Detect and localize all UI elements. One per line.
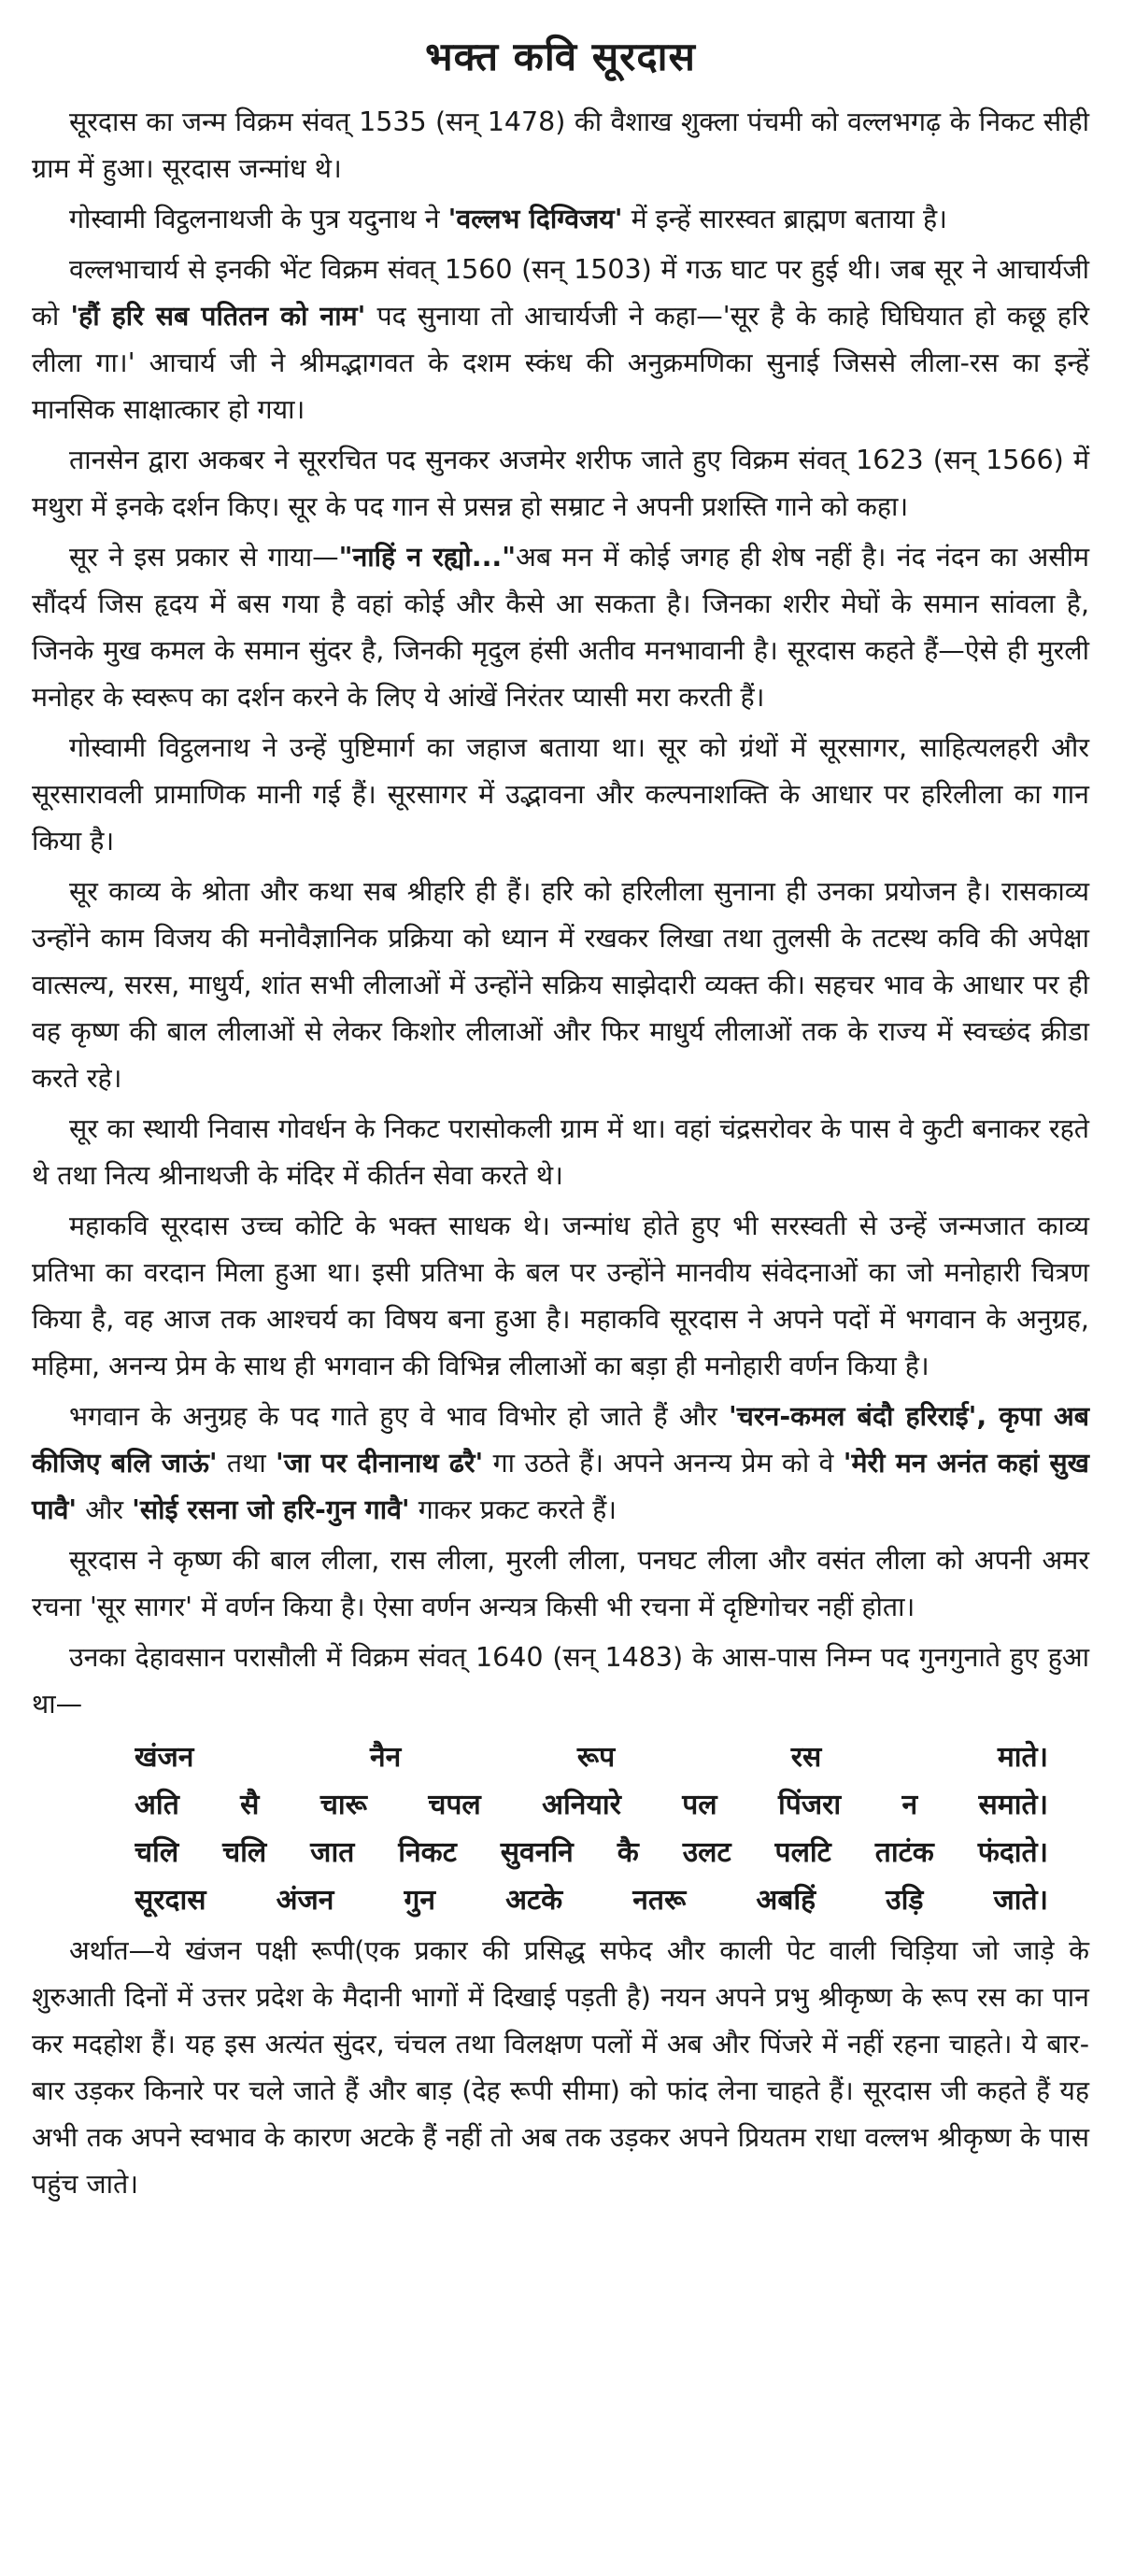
paragraph-text: पद सुनाया तो आचार्यजी ने कहा—'सूर है के काहे घिघियात हो कछू हरि लीला गा।' आचार्य जी ने श्रीमद्भागवत के दशम स्कंध की अनुक्रमणिका सुनाई जिससे लीला-रस का इन्हें मानसिक साक्षात्कार हो गया।: [32, 301, 1089, 425]
paragraph-text: सूर काव्य के श्रोता और कथा सब श्रीहरि ही हैं। हरि को हरिलीला सुनाना ही उनका प्रयोजन है। रासकाव्य उन्होंने काम विजय की मनोवैज्ञानिक प्रक्रिया को ध्यान में रखकर लिखा तथा तुलसी के तटस्थ कवि की अपेक्षा वात्सल्य, सरस, माधुर्य, शांत सभी लीलाओं में उन्होंने सक्रिय साझेदारी व्यक्त की। सहचर भाव के आधार पर ही वह कृष्ण की बाल लीलाओं से लेकर किशोर लीलाओं और फिर माधुर्य लीलाओं तक के राज्य में स्वच्छंद क्रीडा करते रहे।: [32, 876, 1089, 1094]
poem-line: चलि चलि जात निकट सुवननि कै उलट पलटि ताटंक फंदाते।: [135, 1836, 1048, 1869]
paragraph: [32, 534, 1089, 721]
page-title: भक्त कवि सूरदास: [425, 34, 696, 79]
quoted-verse: 'सोई रसना जो हरि-गुन गावै': [132, 1494, 410, 1525]
paragraph-text: भगवान के अनुग्रह के पद गाते हुए वे भाव विभोर हो जाते हैं और: [69, 1401, 730, 1432]
paragraph: [32, 247, 1089, 433]
paragraph-text: सूरदास का जन्म विक्रम संवत् 1535 (सन् 1478) की वैशाख शुक्ला पंचमी को वल्लभगढ़ के निकट सीही ग्राम में हुआ। सूरदास जन्मांध थे।: [32, 106, 1089, 184]
paragraph-text: गोस्वामी विट्ठलनाथ ने उन्हें पुष्टिमार्ग का जहाज बताया था। सूर को ग्रंथों में सूरसागर, साहित्यलहरी और सूरसारावली प्रामाणिक मानी गई हैं। सूरसागर में उद्भावना और कल्पनाशक्ति के आधार पर हरिलीला का गान किया है।: [32, 732, 1089, 856]
paragraph: [32, 1537, 1089, 1631]
quoted-verse: 'चरन-कमल बंदौ हरिराई', कृपा अब कीजिए बलि जाऊं': [32, 1401, 1089, 1479]
paragraph: [32, 869, 1089, 1102]
quoted-verse: 'मेरी मन अनंत कहां सुख पावै': [32, 1448, 1089, 1525]
paragraph: [32, 1635, 1089, 1728]
quoted-verse: 'वल्लभ दिग्विजय': [447, 204, 623, 234]
paragraph: [32, 99, 1089, 192]
paragraph-text: उनका देहावसान परासौली में विक्रम संवत् 1640 (सन् 1483) के आस-पास निम्न पद गुनगुनाते हुए हुआ था—: [32, 1642, 1089, 1720]
article-paragraphs: [32, 99, 1089, 1728]
paragraph-text: सूर का स्थायी निवास गोवर्धन के निकट परासोकली ग्राम में था। वहां चंद्रसरोवर के पास वे कुटी बनाकर रहते थे तथा नित्य श्रीनाथजी के मंदिर में कीर्तन सेवा करते थे।: [32, 1113, 1089, 1191]
paragraph-text: और: [77, 1494, 133, 1525]
paragraph: [32, 725, 1089, 865]
paragraph: [32, 1394, 1089, 1534]
quoted-verse: 'जा पर दीनानाथ ढरै': [276, 1448, 484, 1479]
paragraph: [32, 1106, 1089, 1199]
paragraph-text: अर्थात—ये खंजन पक्षी रूपी(एक प्रकार की प्रसिद्ध सफेद और काली पेट वाली चिड़िया जो जाड़े के शुरुआती दिनों में उत्तर प्रदेश के मैदानी भागों में दिखाई पड़ती है) नयन अपने प्रभु श्रीकृष्ण के रूप रस का पान कर मदहोश हैं। यह इस अत्यंत सुंदर, चंचल तथा विलक्षण पलों में अब और पिंजरे में नहीं रहना चाहते। ये बार-बार उड़कर किनारे पर चले जाते हैं और बाड़ (देह रूपी सीमा) को फांद लेना चाहते हैं। सूरदास जी कहते हैं यह अभी तक अपने स्वभाव के कारण अटके हैं नहीं तो अब तक उड़कर अपने प्रियतम राधा वल्लभ श्रीकृष्ण के पास पहुंच जाते।: [32, 1935, 1089, 2200]
paragraph-text: महाकवि सूरदास उच्च कोटि के भक्त साधक थे। जन्मांध होते हुए भी सरस्वती से उन्हें जन्मजात काव्य प्रतिभा का वरदान मिला हुआ था। इसी प्रतिभा के बल पर उन्होंने मानवीय संवेदनाओं का जो मनोहारी चित्रण किया है, वह आज तक आश्चर्य का विषय बना हुआ है। महाकवि सूरदास ने अपने पदों में भगवान के अनुग्रह, महिमा, अनन्य प्रेम के साथ ही भगवान की विभिन्न लीलाओं का बड़ा ही मनोहारी वर्णन किया है।: [32, 1210, 1089, 1381]
paragraph-text: अब मन में कोई जगह ही शेष नहीं है। नंद नंदन का असीम सौंदर्य जिस हृदय में बस गया है वहां कोई और कैसे आ सकता है। जिनका शरीर मेघों के समान सांवला है, जिनके मुख कमल के समान सुंदर है, जिनकी मृदुल हंसी अतीव मनभावानी है। सूरदास कहते हैं—ऐसे ही मुरली मनोहर के स्वरूप का दर्शन करने के लिए ये आंखें निरंतर प्यासी मरा करती हैं।: [32, 542, 1089, 713]
quoted-verse: "नाहिं न रह्यो...": [338, 542, 517, 573]
poem-stanza: [32, 1734, 1089, 1924]
paragraph-text: गा उठते हैं। अपने अनन्य प्रेम को वे: [483, 1448, 844, 1479]
article-body: [32, 99, 1089, 2208]
paragraph: [32, 1203, 1089, 1390]
poem-line: खंजन नैन रूप रस माते।: [135, 1741, 1048, 1774]
paragraph: [32, 196, 1089, 243]
explanation-section: [32, 1928, 1089, 2208]
quoted-verse: 'हौं हरि सब पतितन को नाम': [70, 301, 366, 332]
poem-line: अति सै चारू चपल अनियारे पल पिंजरा न समाते।: [135, 1789, 1048, 1821]
paragraph-text: सूरदास ने कृष्ण की बाल लीला, रास लीला, मुरली लीला, पनघट लीला और वसंत लीला को अपनी अमर रचना 'सूर सागर' में वर्णन किया है। ऐसा वर्णन अन्यत्र किसी भी रचना में दृष्टिगोचर नहीं होता।: [32, 1545, 1089, 1622]
paragraph-text: वल्लभाचार्य से इनकी भेंट विक्रम संवत् 1560 (सन् 1503) में गऊ घाट पर हुई थी। जब सूर ने आचार्यजी को: [32, 254, 1089, 332]
paragraph-text: सूर ने इस प्रकार से गाया—: [69, 542, 339, 573]
paragraph-text: गाकर प्रकट करते हैं।: [409, 1494, 617, 1525]
poem-line: सूरदास अंजन गुन अटके नतरू अबहिं उड़ि जाते।: [135, 1884, 1048, 1917]
paragraph-text: में इन्हें सारस्वत ब्राह्मण बताया है।: [622, 204, 947, 234]
paragraph-text: तथा: [217, 1448, 277, 1479]
paragraph-text: गोस्वामी विट्ठलनाथजी के पुत्र यदुनाथ ने: [69, 204, 448, 234]
explanation-paragraph: [32, 1928, 1089, 2208]
paragraph: [32, 437, 1089, 531]
paragraph-text: तानसेन द्वारा अकबर ने सूररचित पद सुनकर अजमेर शरीफ जाते हुए विक्रम संवत् 1623 (सन् 1566) में मथुरा में इनके दर्शन किए। सूर के पद गान से प्रसन्न हो सम्राट ने अपनी प्रशस्ति गाने को कहा।: [32, 445, 1089, 522]
